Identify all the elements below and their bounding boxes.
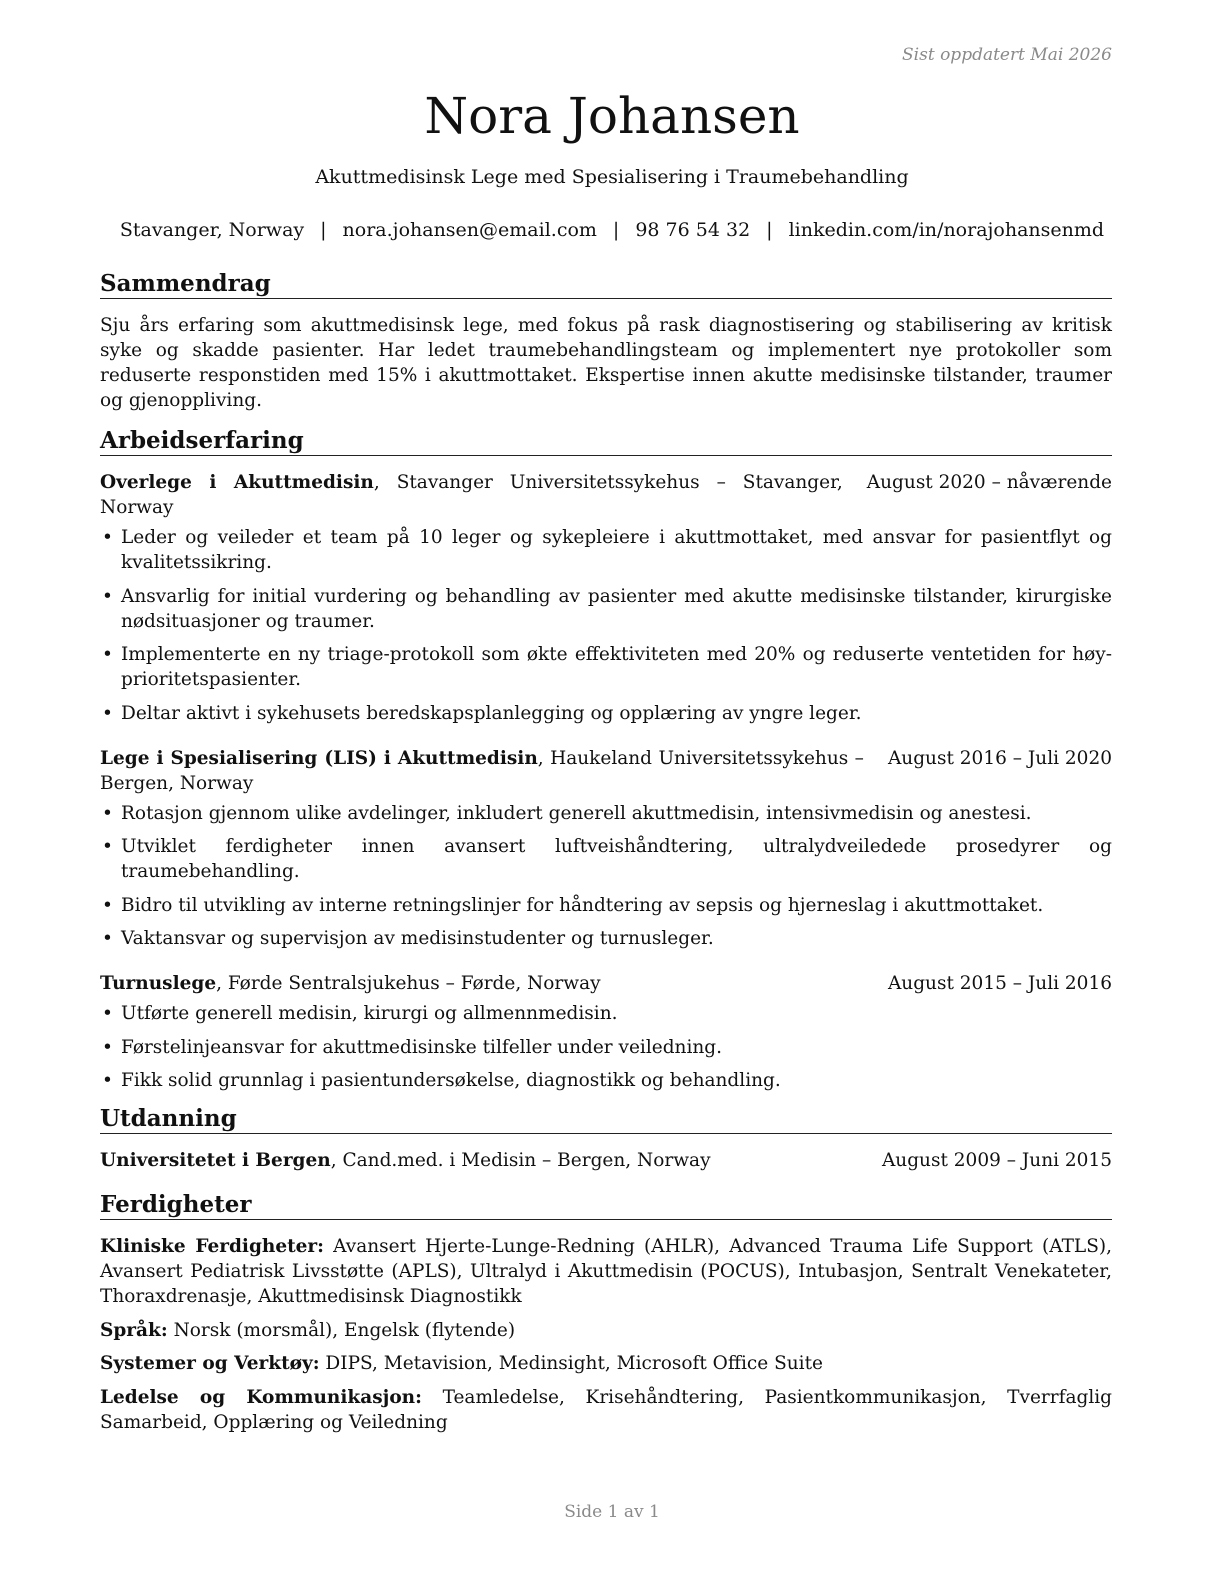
last-updated: Sist oppdatert Mai 2026	[902, 45, 1112, 65]
skill-label: Systemer og Verktøy:	[100, 1353, 320, 1374]
list-item: • Utførte generell medisin, kirurgi og allmennmedisin.	[100, 1001, 1112, 1026]
job-employer: , Førde Sentralsjukehus – Førde, Norway	[216, 973, 601, 994]
contact-line	[0, 219, 1224, 241]
job-entry	[100, 746, 1112, 952]
job-bullets	[100, 525, 1112, 726]
education-dates: August 2009 – Juni 2015	[881, 1150, 1112, 1171]
list-item: • Ansvarlig for initial vurdering og behandling av pasienter med akutte medisinske tilstander, kirurgiske nødsituasjoner og traumer.	[100, 584, 1112, 634]
job-dates: August 2015 – Juli 2016	[887, 973, 1112, 994]
contact-location: Stavanger, Norway	[119, 219, 305, 241]
skill-value: Norsk (morsmål), Engelsk (flytende)	[167, 1319, 516, 1341]
job-title: Overlege i Akuttmedisin	[100, 472, 374, 493]
page-title: Nora Johansen	[424, 87, 800, 145]
list-item: • Bidro til utvikling av interne retningslinjer for håndtering av sepsis og hjerneslag i akuttmottaket.	[100, 893, 1112, 918]
contact-phone: 98 76 54 32	[635, 219, 751, 241]
list-item: • Førstelinjeansvar for akuttmedisinske tilfeller under veiledning.	[100, 1035, 1112, 1060]
skill-row	[100, 1318, 1112, 1343]
skill-row	[100, 1234, 1112, 1309]
section-title-experience: Arbeidserfaring	[100, 427, 1112, 456]
job-header	[100, 746, 1112, 796]
job-title: Turnuslege	[100, 973, 217, 994]
education-school: Universitetet i Bergen	[100, 1150, 331, 1171]
job-dates: August 2020 – nåværende	[866, 472, 1112, 493]
job-bullets	[100, 1001, 1112, 1093]
list-item: • Leder og veileder et team på 10 leger og sykepleiere i akuttmottaket, med ansvar for pasientflyt og kvalitetssikring.	[100, 525, 1112, 575]
skill-value: Teamledelse, Krisehåndtering, Pasientkommunikasjon, Tverrfaglig Samarbeid, Opplæring og Veiledning	[100, 1386, 1112, 1433]
contact-linkedin[interactable]: linkedin.com/in/norajohansenmd	[788, 219, 1105, 241]
separator: |	[766, 219, 773, 241]
summary-text: Sju års erfaring som akuttmedisinsk lege, med fokus på rask diagnostisering og stabilisering av kritisk syke og skadde pasienter. Har ledet traumebehandlingsteam og implementert nye protokoller som reduserte responstiden med 15% i akuttmottaket. Ekspertise innen akutte medisinske tilstander, traumer og gjenoppliving.	[100, 315, 1112, 411]
job-title: Lege i Spesialisering (LIS) i Akuttmedisin	[100, 747, 538, 769]
job-dates: August 2016 – Juli 2020	[887, 747, 1112, 769]
section-title-education: Utdanning	[100, 1105, 1112, 1134]
contact-email[interactable]: nora.johansen@email.com	[342, 219, 597, 241]
list-item: • Vaktansvar og supervisjon av medisinstudenter og turnusleger.	[100, 926, 1112, 951]
list-item: • Utviklet ferdigheter innen avansert luftveishåndtering, ultralydveiledede prosedyrer og traumebehandling.	[100, 834, 1112, 884]
headline: Akuttmedisinsk Lege med Spesialisering i Traumebehandling	[315, 166, 909, 188]
job-bullets	[100, 801, 1112, 952]
skill-row	[100, 1385, 1112, 1435]
skill-label: Kliniske Ferdigheter:	[100, 1236, 324, 1257]
education-entry	[100, 1148, 1112, 1173]
section-title-summary: Sammendrag	[100, 270, 1112, 299]
job-employer: , Haukeland Universitetssykehus – Bergen, Norway	[100, 747, 864, 794]
job-header	[100, 971, 1112, 996]
skill-value: DIPS, Metavision, Medinsight, Microsoft Office Suite	[319, 1353, 823, 1374]
skill-row	[100, 1351, 1112, 1376]
list-item: • Deltar aktivt i sykehusets beredskapsplanlegging og opplæring av yngre leger.	[100, 701, 1112, 726]
resume-body	[100, 270, 1112, 1443]
separator: |	[612, 219, 620, 241]
list-item: • Implementerte en ny triage-protokoll som økte effektiviteten med 20% og reduserte ventetiden for høy-prioritetspasienter.	[100, 642, 1112, 692]
list-item: • Fikk solid grunnlag i pasientundersøkelse, diagnostikk og behandling.	[100, 1068, 1112, 1093]
page-number: Side 1 av 1	[564, 1502, 660, 1522]
skill-label: Språk:	[100, 1319, 168, 1341]
list-item: • Rotasjon gjennom ulike avdelinger, inkludert generell akuttmedisin, intensivmedisin og anestesi.	[100, 801, 1112, 826]
job-employer: , Stavanger Universitetssykehus – Stavanger, Norway	[100, 472, 843, 518]
skill-label: Ledelse og Kommunikasjon:	[100, 1386, 422, 1408]
skill-value: Avansert Hjerte-Lunge-Redning (AHLR), Advanced Trauma Life Support (ATLS), Avansert Pediatrisk Livsstøtte (APLS), Ultralyd i Akuttmedisin (POCUS), Intubasjon, Sentralt Venekateter, Thoraxdrenasje, Akuttmedisinsk Diagnostikk	[100, 1236, 1112, 1307]
separator: |	[320, 219, 327, 241]
job-header	[100, 470, 1112, 520]
section-title-skills: Ferdigheter	[100, 1191, 1112, 1220]
job-entry	[100, 470, 1112, 726]
education-degree: , Cand.med. i Medisin – Bergen, Norway	[330, 1150, 711, 1171]
job-entry	[100, 971, 1112, 1093]
